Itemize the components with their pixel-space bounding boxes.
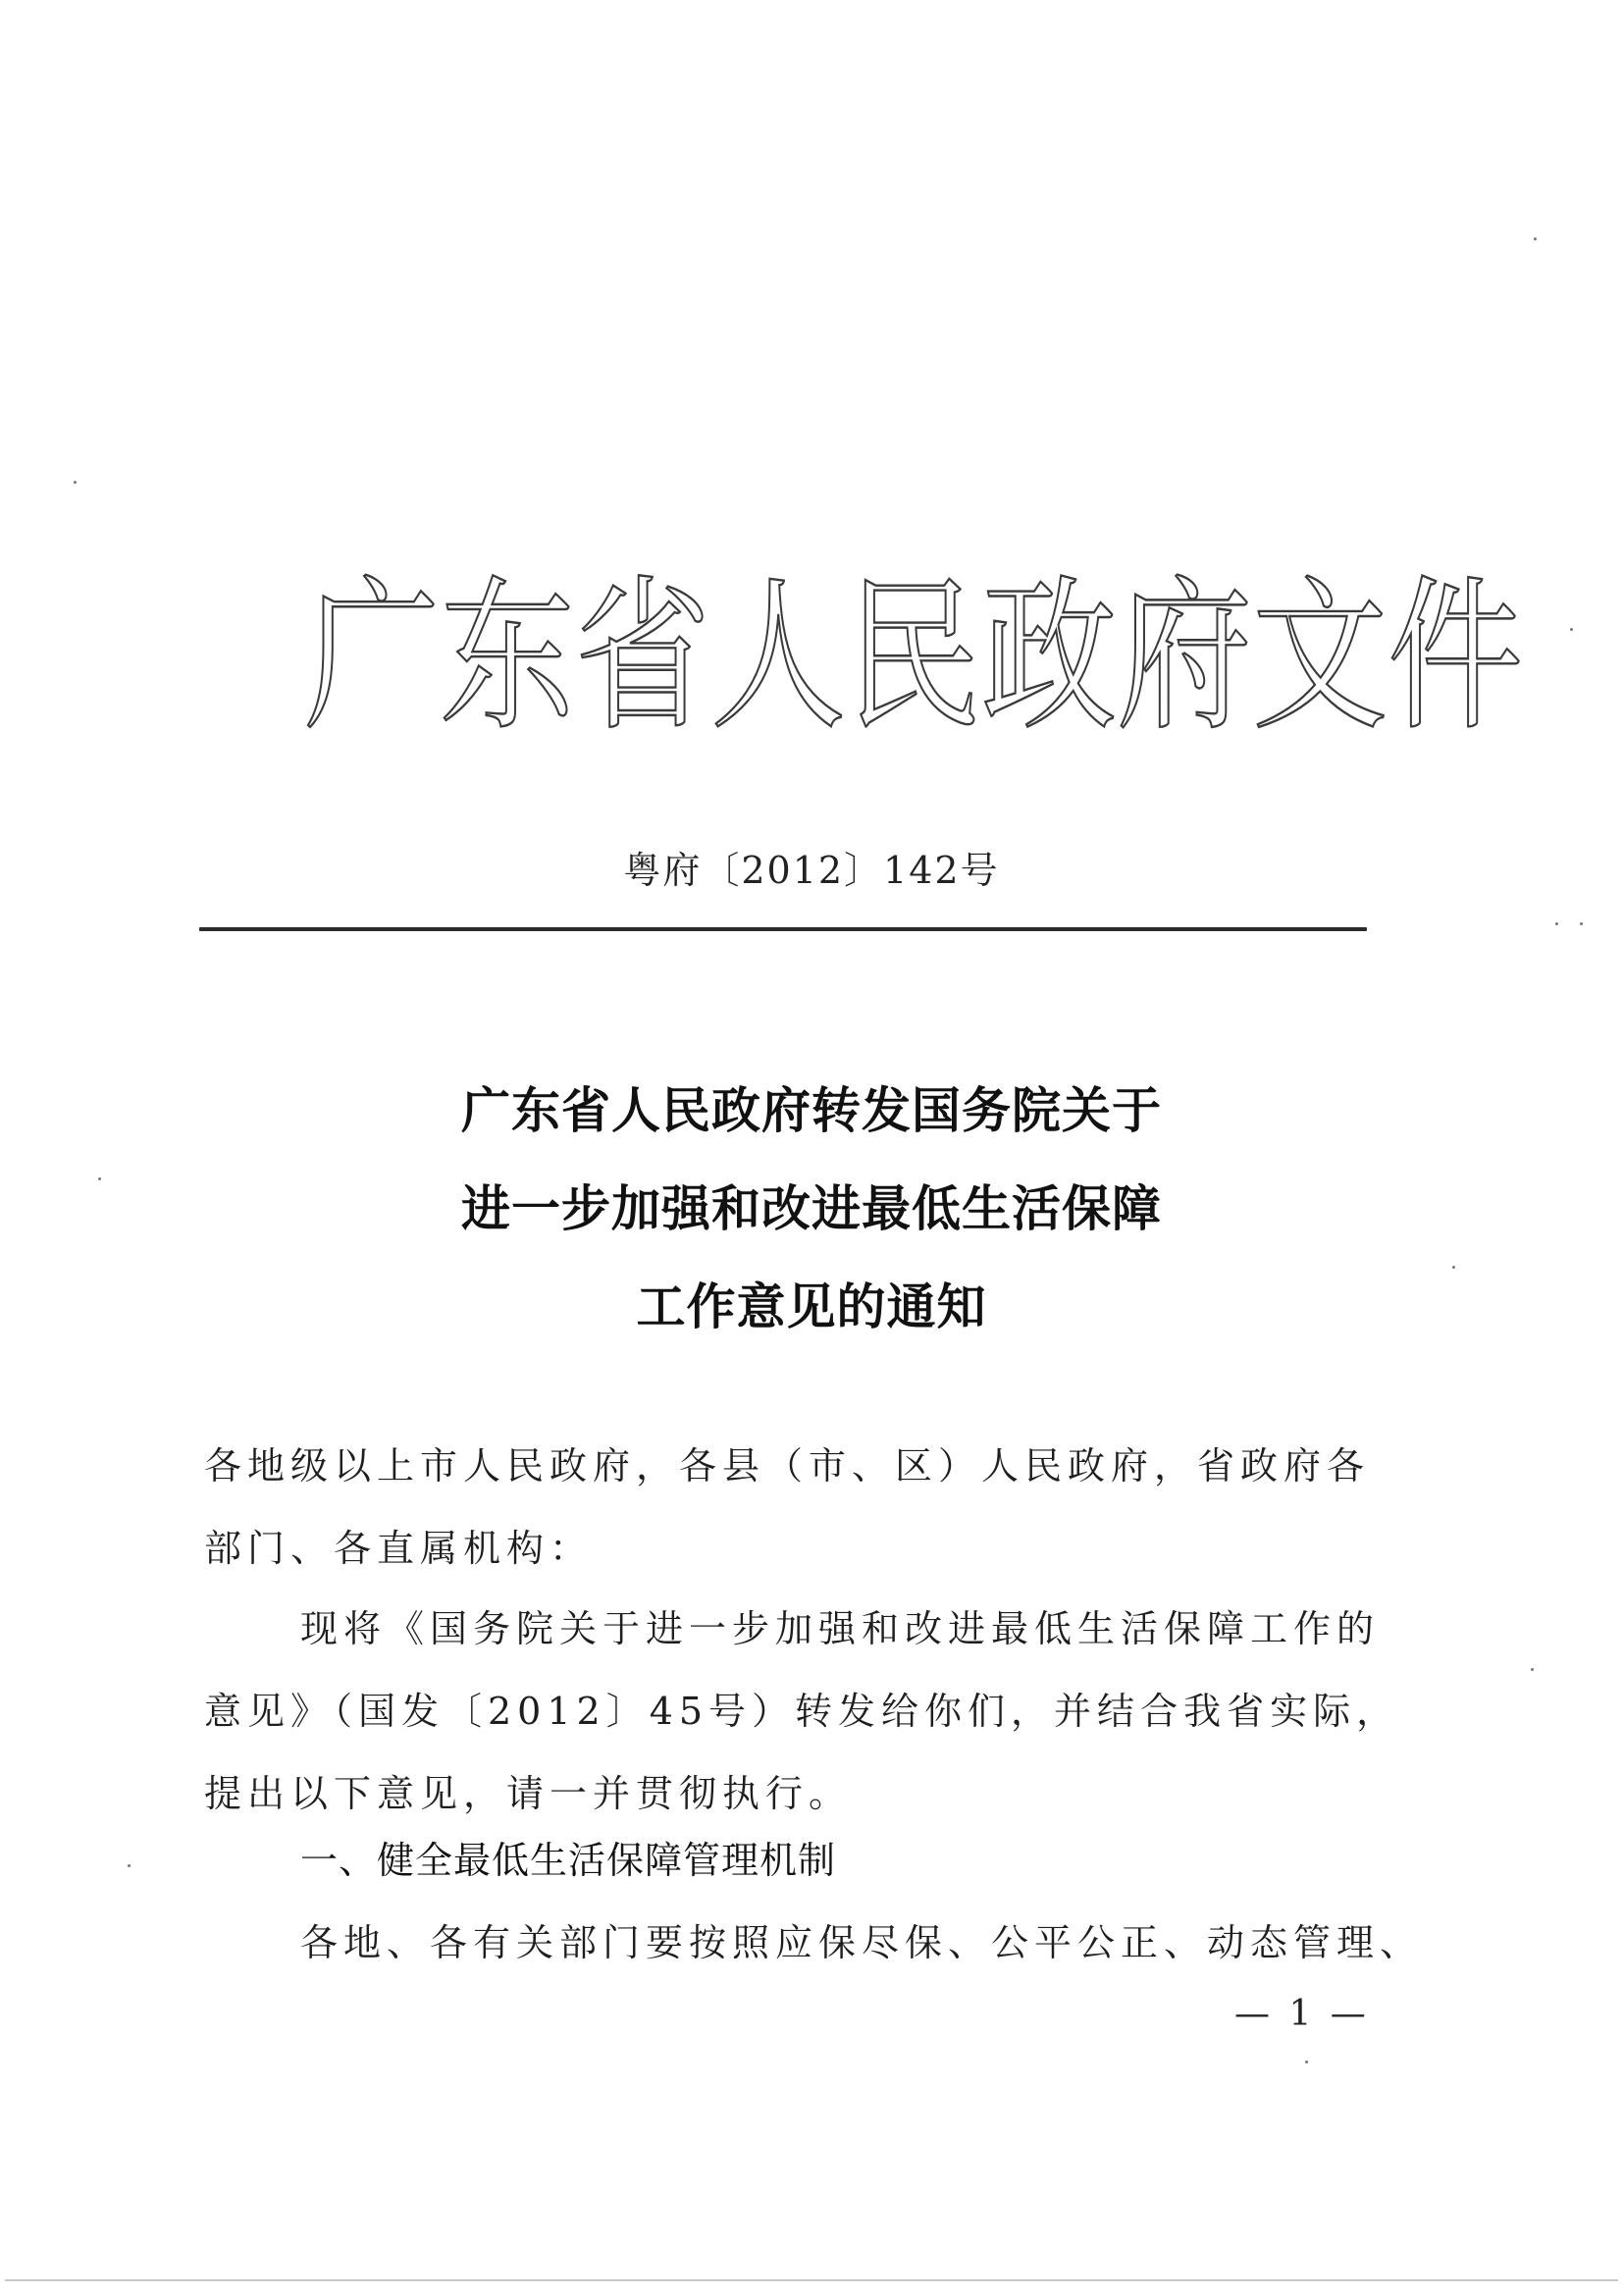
masthead-char: 人 (710, 560, 847, 754)
masthead-char: 民 (846, 560, 982, 754)
masthead-char: 广 (304, 560, 441, 754)
masthead-char: 件 (1387, 560, 1524, 754)
header-divider (199, 927, 1367, 931)
scan-speck (1555, 922, 1558, 925)
scan-speck (1305, 2061, 1308, 2063)
scan-speck (128, 1864, 131, 1867)
scan-speck (1534, 237, 1537, 240)
intro-paragraph-line: 提出以下意见，请一并贯彻执行。 (204, 1772, 853, 1815)
masthead-char: 政 (981, 560, 1118, 754)
title-line: 进一步加强和改进最低生活保障 (461, 1180, 1162, 1237)
scan-speck (1531, 1668, 1534, 1671)
title-line: 广东省人民政府转发国务院关于 (461, 1082, 1162, 1139)
addressee-line: 部门、各直属机构： (204, 1527, 594, 1570)
page-number: — 1 — (1234, 1994, 1370, 2034)
section-paragraph-line: 各地、各有关部门要按照应保尽保、公平公正、动态管理、 (300, 1921, 1424, 1964)
masthead-char: 东 (440, 560, 576, 754)
scan-speck (74, 481, 77, 484)
document-title (0, 1062, 1623, 1356)
masthead-char: 省 (575, 560, 711, 754)
scan-speck (1452, 1266, 1455, 1269)
addressee-line: 各地级以上市人民政府，各县（市、区）人民政府，省政府各 (204, 1444, 1371, 1487)
document-masthead (304, 560, 1524, 754)
section-heading: 一、健全最低生活保障管理机制 (300, 1839, 837, 1882)
scan-speck (1580, 922, 1583, 925)
scan-speck (1570, 628, 1573, 631)
masthead-char: 府 (1117, 560, 1253, 754)
scan-speck (98, 1177, 101, 1180)
document-number: 粤府〔2012〕142号 (623, 849, 1000, 892)
scan-bottom-edge (5, 2279, 1618, 2281)
title-line: 工作意见的通知 (636, 1278, 987, 1335)
masthead-char: 文 (1252, 560, 1388, 754)
intro-paragraph-line: 意见》（国发〔2012〕45号）转发给你们，并结合我省实际， (204, 1690, 1400, 1733)
intro-paragraph-line: 现将《国务院关于进一步加强和改进最低生活保障工作的 (300, 1607, 1381, 1650)
